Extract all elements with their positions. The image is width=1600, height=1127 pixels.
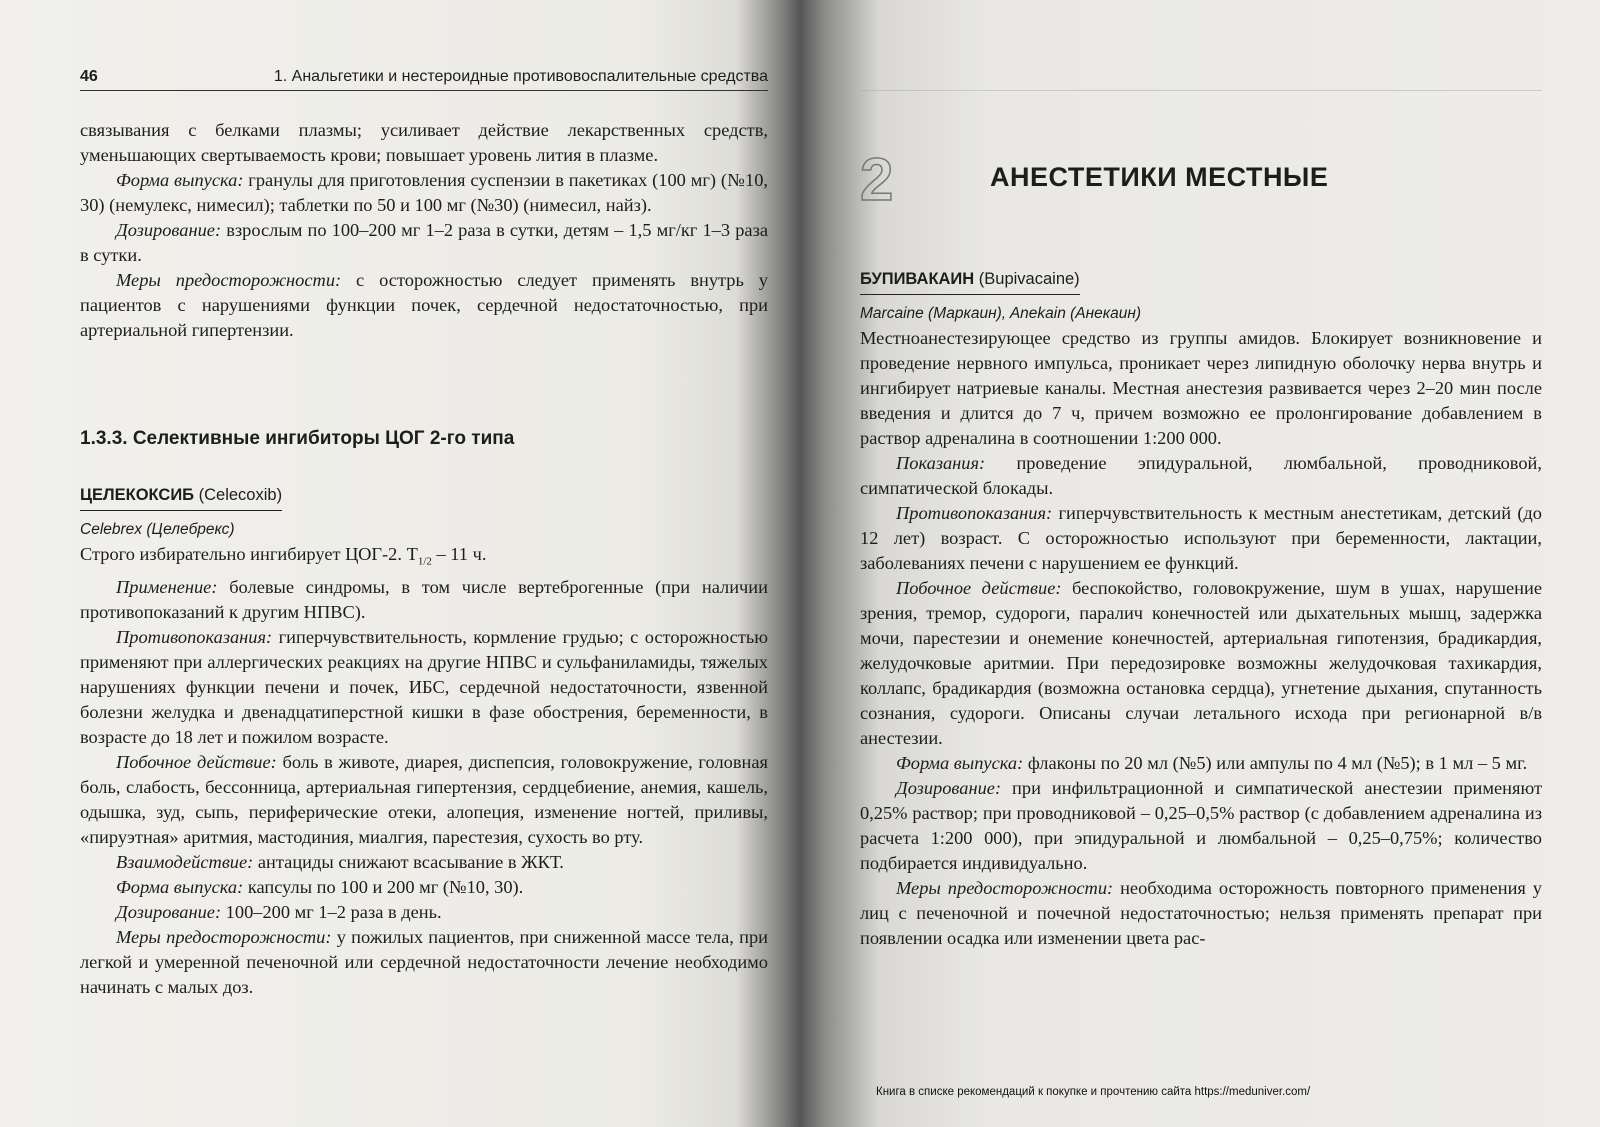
paragraph-label: Взаимодействие:	[116, 851, 254, 872]
left-drug-entry	[80, 482, 768, 1000]
left-top-text	[80, 118, 768, 343]
drug-heading	[860, 267, 1080, 295]
labeled-paragraph: Меры предосторожности: необходима осторожность повторного применения у лиц с печеночной и почечной недостаточностью; нельзя применять препарат при появлении осадка или изменении цвета рас-	[860, 878, 1542, 948]
drug-heading	[80, 483, 282, 511]
drug-latin: (Celecoxib)	[194, 486, 283, 504]
drug-intro: Местноанестезирующее средство из группы амидов. Блокирует возникновение и проведение нервного импульса, проникает через липидную оболочку нерва внутрь и ингибирует натриевые каналы. Местная анестезия развивается через 2–20 мин после введения и длится до 7 ч, причем возможно ее пролонгирование добавлением в раствор адреналина в соотношении 1:200 000.	[860, 328, 1542, 448]
continued-paragraph: связывания с белками плазмы; усиливает действие лекарственных средств, уменьшающих свертываемость крови; повышает уровень лития в плазме.	[80, 120, 768, 165]
right-page	[860, 0, 1542, 1127]
trade-names: Celebrex (Целебрекс)	[80, 521, 235, 538]
labeled-paragraph: Показания: проведение эпидуральной, люмбальной, проводниковой, симпатической блокады.	[860, 453, 1542, 498]
labeled-paragraph: Побочное действие: боль в животе, диарея, диспепсия, головокружение, головная боль, слабость, бессонница, артериальная гипертензия, сердцебиение, анемия, кашель, одышка, зуд, сыпь, периферические отеки, алопеция, изменение ногтей, приливы, «пируэтная» аритмия, мастодиния, миалгия, парестезия, сухость во рту.	[80, 751, 768, 847]
labeled-paragraph: Побочное действие: беспокойство, головокружение, шум в ушах, нарушение зрения, тремор, судороги, паралич конечностей или дыхательных мышц, задержка мочи, парестезии и онемение конечностей, артериальная гипотензия, брадикардия, желудочковые аритмии. При передозировке возможны желудочковая тахикардия, коллапс, брадикардия (возможна остановка сердца), угнетение дыхания, спутанность сознания, судороги. Описаны случаи летального исхода при регионарной в/в анестезии.	[860, 578, 1542, 748]
paragraph-label: Дозирование:	[896, 778, 1002, 798]
labeled-paragraph: Форма выпуска: гранулы для приготовления суспензии в пакетиках (100 мг) (№10, 30) (немулекс, нимесил); таблетки по 50 и 100 мг (№30) (нимесил, найз).	[80, 170, 768, 215]
paragraph-label: Форма выпуска:	[896, 753, 1024, 773]
drug-intro: Строго избирательно ингибирует ЦОГ-2. $T_{1/2} - 11$ ч.	[80, 544, 487, 568]
chapter-heading	[860, 146, 1542, 220]
paragraph-label: Противопоказания:	[116, 626, 273, 647]
labeled-paragraph: Меры предосторожности: с осторожностью следует применять внутрь у пациентов с нарушениями функции почек, сердечной недостаточностью, при артериальной гипертензии.	[80, 270, 768, 340]
chapter-title: АНЕСТЕТИКИ МЕСТНЫЕ	[990, 162, 1329, 192]
labeled-paragraph: Применение: болевые синдромы, в том числе вертеброгенные (при наличии противопоказаний к другим НПВС).	[80, 576, 768, 622]
labeled-paragraph: Противопоказания: гиперчувствительность, кормление грудью; с осторожностью применяют при аллергических реакциях на другие НПВС и сульфаниламиды, тяжелых нарушениях функции печени и почек, ИБС, сердечной недостаточности, язвенной болезни желудка и двенадцатиперстной кишки в фазе обострения, беременности, в возрасте до 18 лет и пожилом возрасте.	[80, 626, 768, 747]
trade-names: Marcaine (Маркаин), Anekain (Анекаин)	[860, 305, 1142, 322]
paragraph-label: Меры предосторожности:	[896, 878, 1114, 898]
paragraph-label: Форма выпуска:	[116, 170, 244, 190]
paragraph-label: Меры предосторожности:	[116, 926, 332, 947]
labeled-paragraph: Дозирование: взрослым по 100–200 мг 1–2 раза в сутки, детям – 1,5 мг/кг 1–3 раза в сутки.	[80, 220, 768, 265]
chapter-number: 2	[860, 146, 894, 213]
left-page	[80, 0, 768, 1127]
paragraph-label: Противопоказания:	[896, 503, 1053, 523]
section-heading: 1.3.3. Селективные ингибиторы ЦОГ 2-го типа	[80, 428, 515, 449]
drug-name: БУПИВАКАИН	[860, 270, 975, 288]
paragraph-label: Форма выпуска:	[116, 876, 244, 897]
drug-latin: (Bupivacaine)	[974, 270, 1080, 288]
paragraph-label: Побочное действие:	[896, 578, 1062, 598]
right-drug-entry	[860, 266, 1542, 951]
paragraph-label: Показания:	[896, 453, 986, 473]
paragraph-label: Меры предосторожности:	[116, 270, 342, 290]
labeled-paragraph: Форма выпуска: капсулы по 100 и 200 мг (№10, 30).	[116, 876, 524, 897]
running-header	[80, 62, 768, 91]
paragraph-label: Дозирование:	[116, 901, 222, 922]
labeled-paragraph: Меры предосторожности: у пожилых пациентов, при сниженной массе тела, при легкой и умеренной печеночной или сердечной недостаточности лечение необходимо начинать с малых доз.	[80, 926, 768, 997]
labeled-paragraph: Дозирование: при инфильтрационной и симпатической анестезии применяют 0,25% раствор; при проводниковой – 0,25–0,5% раствор (с добавлением адреналина из расчета 1:200 000), при эпидуральной и люмбальной – 0,25–0,75%; количество подбирается индивидуально.	[860, 778, 1542, 873]
running-title: 1. Анальгетики и нестероидные противовоспалительные средства	[273, 68, 768, 85]
left-section	[80, 426, 768, 451]
paragraph-label: Побочное действие:	[116, 751, 277, 772]
footer-note: Книга в списке рекомендаций к покупке и прочтению сайта https://meduniver.com/	[876, 1086, 1311, 1098]
labeled-paragraph: Дозирование: 100–200 мг 1–2 раза в день.	[116, 901, 442, 922]
labeled-paragraph: Взаимодействие: антациды снижают всасывание в ЖКТ.	[116, 851, 564, 872]
labeled-paragraph: Форма выпуска: флаконы по 20 мл (№5) или ампулы по 4 мл (№5); в 1 мл – 5 мг.	[896, 753, 1528, 773]
drug-name: ЦЕЛЕКОКСИБ	[80, 486, 195, 504]
page-number: 46	[80, 68, 98, 85]
running-header-faded	[860, 62, 1542, 91]
paragraph-label: Дозирование:	[116, 220, 222, 240]
labeled-paragraph: Противопоказания: гиперчувствительность к местным анестетикам, детский (до 12 лет) возраст. С осторожностью используют при беременности, лактации, заболеваниях печени с нарушением ее функций.	[860, 503, 1542, 573]
paragraph-label: Применение:	[116, 576, 218, 597]
